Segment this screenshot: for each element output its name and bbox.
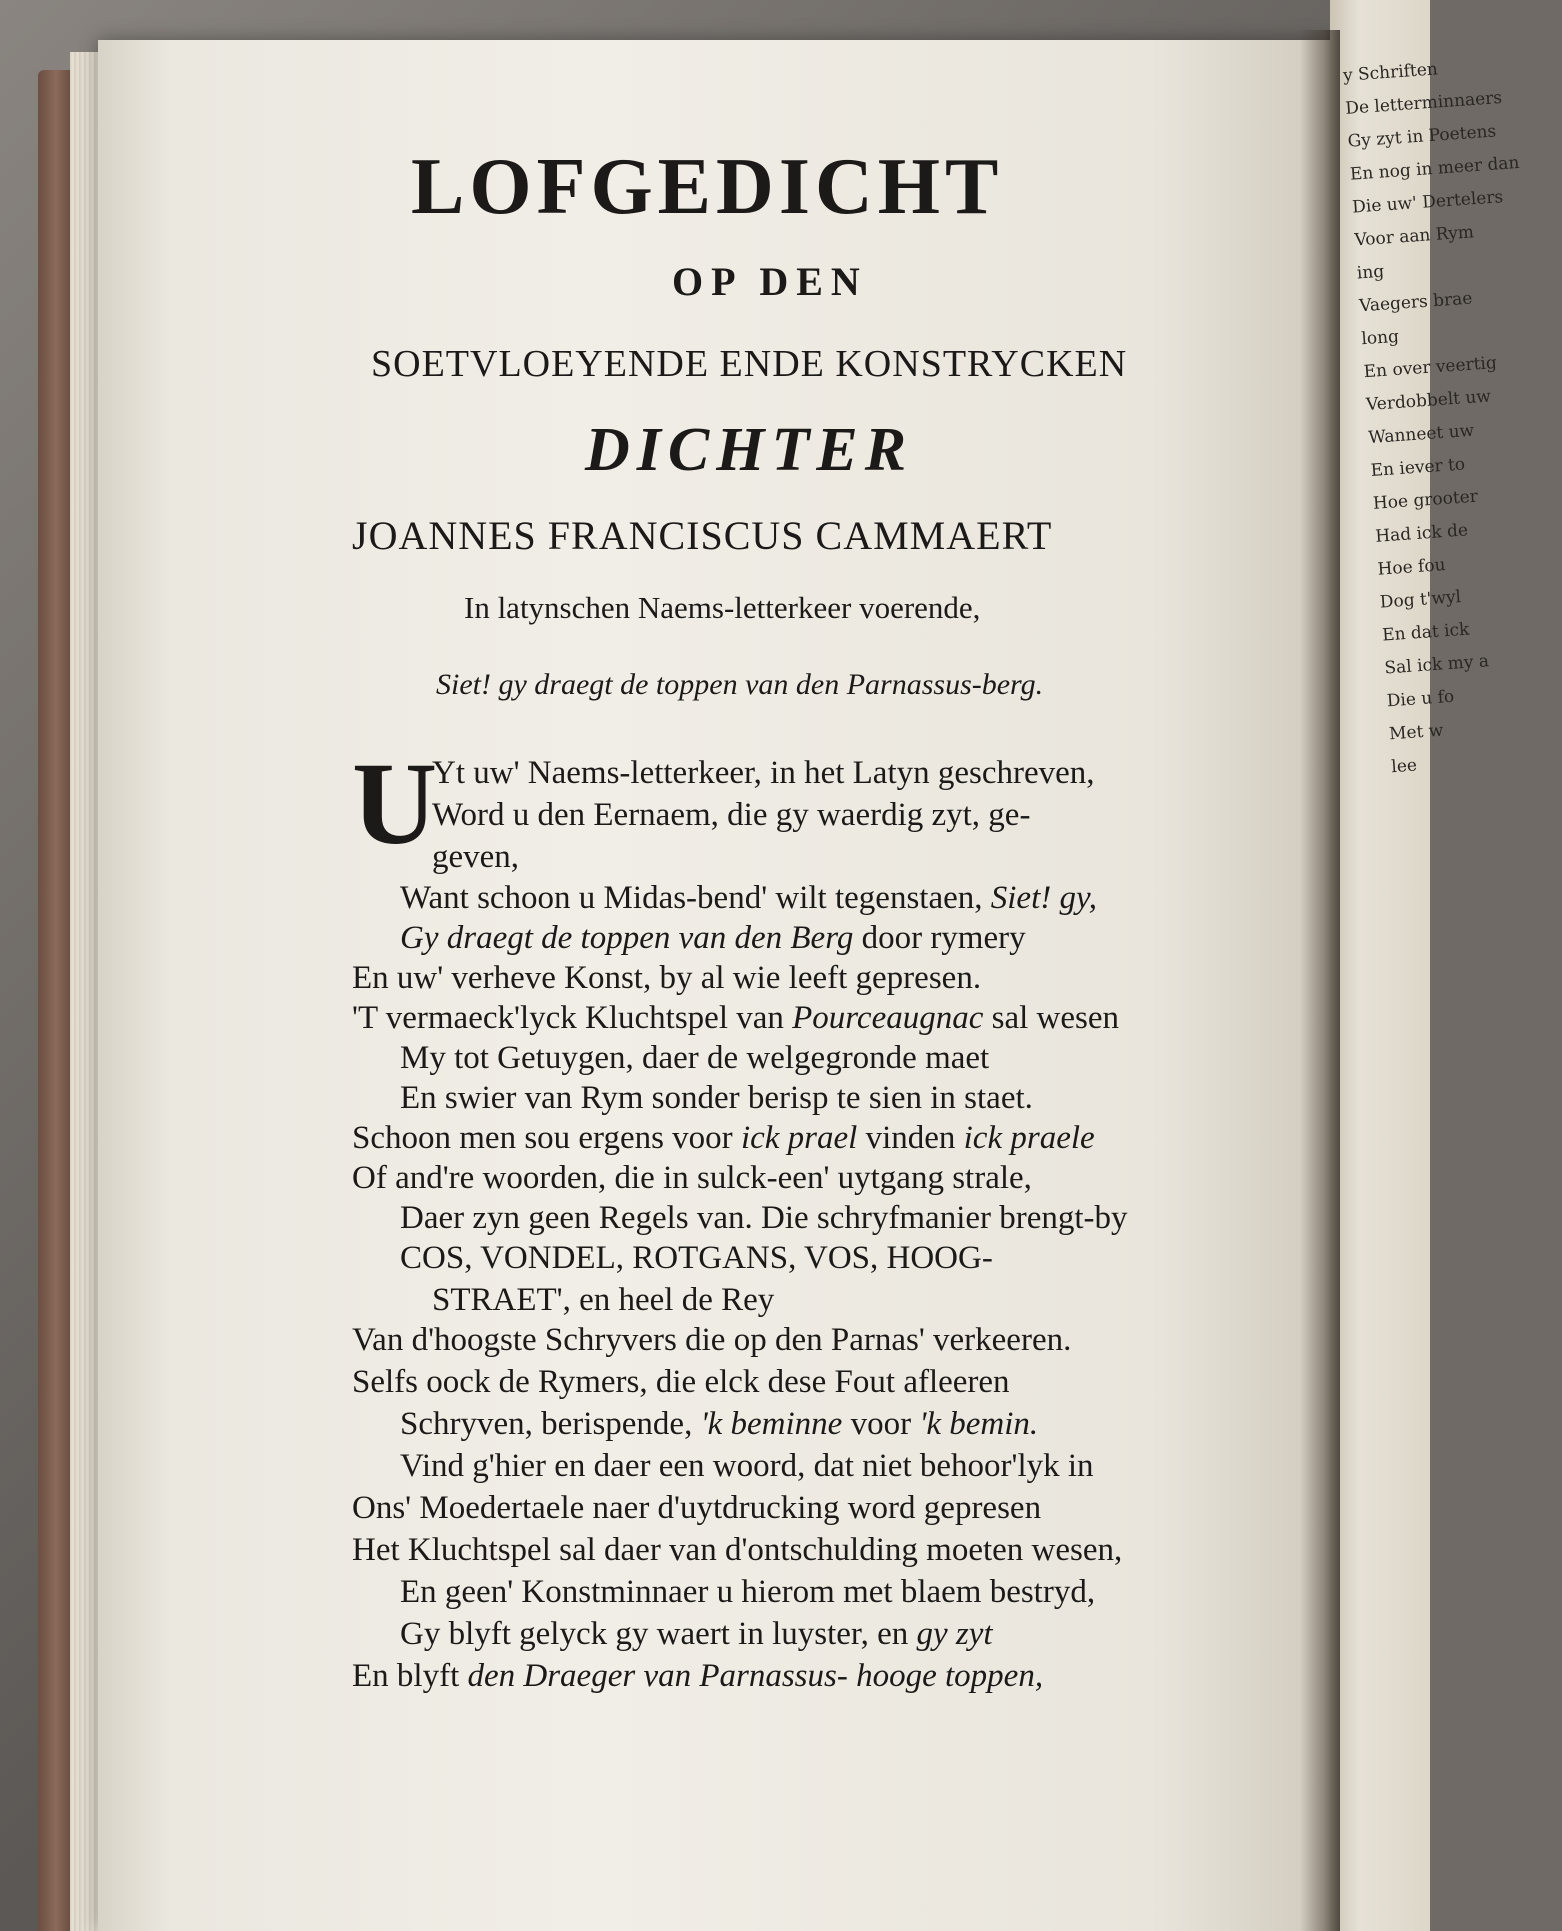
poem-segment: voor (850, 1406, 912, 1442)
poem-line: En swier van Rym sonder berisp te sien in staet. (400, 1080, 1033, 1116)
facing-line: y Schriften (1342, 59, 1439, 86)
author-name: JOANNES FRANCISCUS CAMMAERT (352, 513, 1053, 558)
poem-line: My tot Getuygen, daer de welgegronde maet (400, 1040, 990, 1076)
poem-line: Ons' Moedertaele naer d'uytdrucking word gepresen (352, 1490, 1042, 1526)
subtitle-soetvloeyende: SOETVLOEYENDE ENDE KONSTRYCKEN (371, 343, 1128, 385)
poem-segment-italic: Gy draegt de toppen van den Berg (400, 920, 854, 956)
poem-line: En uw' verheve Konst, by al wie leeft gepresen. (352, 960, 982, 996)
subtitle-op-den: OP DEN (672, 259, 868, 304)
subtitle-dichter: DICHTER (585, 416, 914, 484)
poem-line: Yt uw' Naems-letterkeer, in het Latyn geschreven, (432, 755, 1095, 791)
poem-segment-italic: 'k beminne (700, 1406, 843, 1442)
poem-segment-italic: Siet! gy, (990, 880, 1098, 916)
facing-line: Vaegers brae (1358, 288, 1473, 317)
poem-line: Vind g'hier en daer een woord, dat niet behoor'lyk in (400, 1448, 1094, 1484)
facing-line: Sal ick my a (1383, 651, 1490, 679)
drop-cap: U (352, 738, 438, 869)
facing-line: Had ick de (1374, 520, 1469, 547)
poem-segment: En blyft (352, 1658, 460, 1694)
facing-line: Dog t'wyl (1379, 587, 1462, 613)
facing-line: Die u fo (1386, 686, 1455, 712)
facing-line: En iever to (1370, 454, 1466, 481)
poem-line (400, 1406, 1038, 1443)
poem-line: Van d'hoogste Schryvers die op den Parnas' verkeeren. (352, 1322, 1072, 1358)
facing-line: Verdobbelt uw (1365, 386, 1492, 416)
poem-line: COS, VONDEL, ROTGANS, VOS, HOOG- (400, 1240, 993, 1276)
facing-line: Hoe grooter (1372, 486, 1479, 514)
facing-line: Met w (1388, 720, 1444, 745)
facing-line: Hoe fou (1376, 555, 1447, 580)
poem-segment-italic: 'k bemin. (919, 1406, 1039, 1442)
poem-segment: Schryven, berispende, (400, 1406, 693, 1442)
poem-segment-italic: den Draeger van Parnassus- hooge toppen, (467, 1658, 1044, 1694)
poem-segment-italic: ick praele (963, 1120, 1095, 1156)
poem-segment: vinden (865, 1120, 956, 1156)
poem-segment: Schoon men sou ergens voor (352, 1120, 733, 1156)
poem-segment: 'T vermaeck'lyck Kluchtspel van (352, 1000, 784, 1036)
facing-line: En dat ick (1381, 619, 1471, 646)
poem-line: Of and're woorden, die in sulck-een' uytgang strale, (352, 1160, 1032, 1196)
facing-line: En nog in meer dan (1349, 152, 1521, 185)
poem-segment: Want schoon u Midas-bend' wilt tegenstaen, (400, 880, 983, 916)
facing-line: Wanneet uw (1367, 420, 1475, 449)
anagram-intro: In latynschen Naems-letterkeer voerende, (464, 590, 981, 625)
poem-segment: sal wesen (991, 1000, 1119, 1036)
poem-line (400, 920, 1026, 957)
facing-line: Gy zyt in Poetens (1347, 121, 1497, 152)
poem-line: Word u den Eernaem, die gy waerdig zyt, ge- (432, 797, 1031, 833)
facing-line: Die uw' Dertelers (1351, 187, 1504, 218)
poem-line (352, 1000, 1119, 1037)
poem-segment-italic: ick prael (740, 1120, 858, 1156)
poem-segment-italic: Pourceaugnac (792, 1000, 984, 1036)
poem-segment: door rymery (861, 920, 1026, 956)
facing-line: lee (1390, 755, 1418, 778)
poem-line (352, 1658, 1043, 1695)
poem-line (352, 1120, 1095, 1157)
poem-segment: Gy blyft gelyck gy waert in luyster, en (400, 1616, 909, 1652)
poem-line: En geen' Konstminnaer u hierom met blaem bestryd, (400, 1574, 1096, 1610)
poem-line: Het Kluchtspel sal daer van d'ontschulding moeten wesen, (352, 1532, 1123, 1568)
facing-line: ing (1356, 261, 1385, 284)
facing-line: Voor aan Rym (1353, 222, 1475, 251)
poem-line: geven, (432, 839, 520, 875)
poem-line: STRAET', en heel de Rey (432, 1282, 775, 1318)
facing-line: En over veertig (1363, 352, 1498, 383)
facing-line: long (1360, 326, 1400, 350)
poem-line: Selfs oock de Rymers, die elck dese Fout afleeren (352, 1364, 1010, 1400)
poem-line: Daer zyn geen Regels van. Die schryfmanier brengt-by (400, 1200, 1128, 1236)
poem-segment-italic: gy zyt (916, 1616, 993, 1652)
anagram-text: Siet! gy draegt de toppen van den Parnassus-berg. (436, 668, 1044, 701)
facing-line: De letterminnaers (1344, 87, 1503, 119)
poem-line (400, 1616, 993, 1653)
page-title: LOFGEDICHT (411, 143, 1004, 231)
poem-line (400, 880, 1097, 917)
